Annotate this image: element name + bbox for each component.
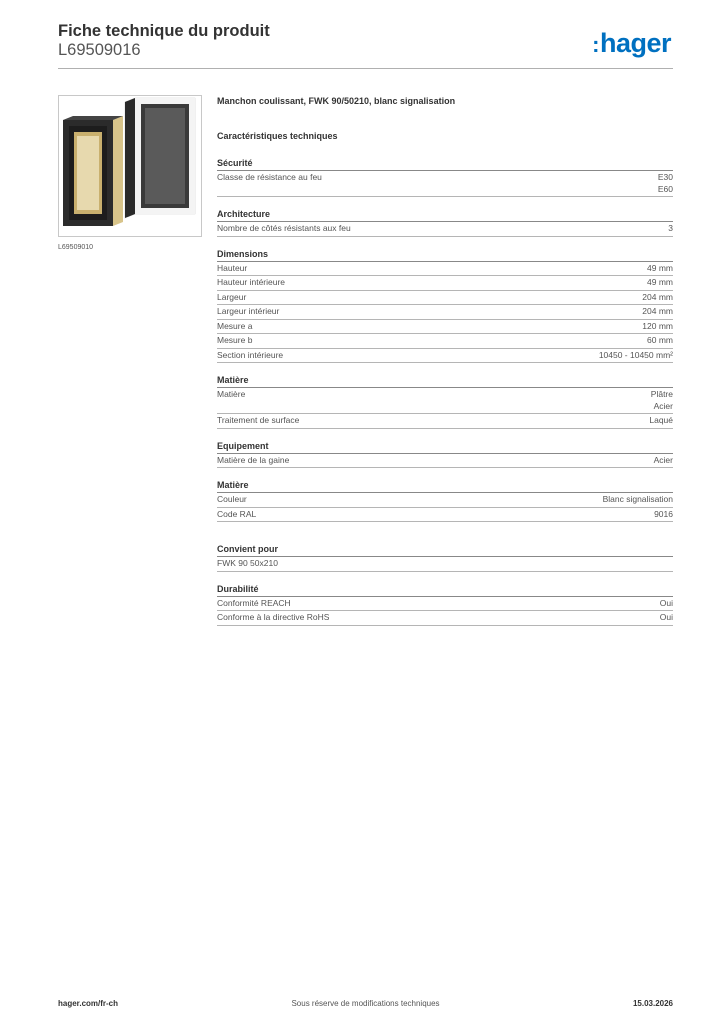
spec-label: Mesure a [217, 320, 253, 331]
footer-website[interactable]: hager.com/fr-ch [58, 999, 119, 1008]
spec-value-line: 204 mm [642, 291, 673, 302]
section-title: Architecture [217, 208, 673, 222]
spec-value [654, 509, 673, 521]
spec-label: Couleur [217, 494, 247, 504]
spec-label: FWK 90 50x210 [217, 558, 278, 568]
footer-note: Sous réserve de modifications techniques [291, 999, 440, 1008]
spec-section [217, 583, 673, 626]
section-title: Convient pour [217, 543, 673, 557]
spec-label: Classe de résistance au feu [217, 172, 322, 182]
product-name: Manchon coulissant, FWK 90/50210, blanc signalisation [217, 96, 456, 106]
spec-value [603, 494, 673, 506]
spec-label: Matière de la gaine [217, 454, 290, 465]
spec-value-line: Oui [659, 612, 673, 622]
spec-label: Conformité REACH [217, 597, 291, 608]
page-header [58, 22, 673, 60]
technical-characteristics-title: Caractéristiques techniques [217, 131, 338, 141]
document-title: Fiche technique du produit [58, 22, 270, 40]
spec-row [217, 305, 673, 320]
spec-value-line: 10450 - 10450 mm² [598, 349, 673, 360]
spec-value-line: E30 [657, 172, 673, 182]
spec-row [217, 557, 673, 572]
spec-row [217, 349, 673, 364]
section-title: Sécurité [217, 157, 673, 171]
spec-row [217, 414, 673, 429]
spec-section [217, 248, 673, 364]
spec-row [217, 262, 673, 277]
section-title: Dimensions [217, 248, 673, 262]
spec-row [217, 320, 673, 335]
spec-label: Hauteur intérieure [217, 277, 286, 287]
spec-value-line: 3 [668, 223, 673, 233]
spec-row [217, 454, 673, 469]
section-title: Equipement [217, 440, 673, 454]
spec-value-line: 60 mm [647, 335, 673, 345]
spec-label: Code RAL [217, 508, 257, 519]
spec-value [660, 598, 673, 610]
spec-row [217, 388, 673, 414]
spec-row [217, 276, 673, 291]
spec-value [647, 277, 673, 289]
spec-value-line: 9016 [654, 508, 673, 519]
hager-logo: :hager [592, 28, 671, 58]
header-divider [58, 68, 673, 69]
brand-name: hager [599, 28, 671, 58]
spec-value [647, 263, 673, 275]
spec-value [599, 350, 673, 362]
spec-value [642, 321, 673, 333]
spec-value [642, 292, 673, 304]
spec-row [217, 508, 673, 523]
spec-value [654, 455, 673, 467]
product-details [217, 96, 673, 637]
spec-value-line: Plâtre [650, 389, 673, 399]
spec-value [658, 172, 673, 195]
spec-label: Section intérieure [217, 349, 284, 360]
spec-value-line: E60 [657, 183, 673, 194]
spec-row [217, 611, 673, 626]
spec-label: Matière [217, 389, 246, 399]
spec-label: Largeur [217, 291, 247, 302]
spec-sections [217, 157, 673, 626]
spec-value-line: Blanc signalisation [602, 494, 673, 504]
spec-row [217, 597, 673, 612]
section-title: Durabilité [217, 583, 673, 597]
spec-row [217, 222, 673, 237]
spec-value-line: Acier [653, 454, 673, 465]
spec-section [217, 440, 673, 469]
spec-section [217, 543, 673, 572]
spec-value-line: Acier [653, 400, 673, 411]
spec-value [651, 389, 673, 412]
spec-label: Nombre de côtés résistants aux feu [217, 223, 351, 233]
spec-row [217, 493, 673, 508]
spec-section [217, 208, 673, 237]
spec-value-line: Laqué [649, 415, 673, 425]
footer-date: 15.03.2026 [632, 999, 673, 1008]
spec-row [217, 171, 673, 197]
spec-value [647, 335, 673, 347]
spec-label: Conforme à la directive RoHS [217, 612, 330, 622]
spec-section [217, 157, 673, 197]
spec-value-line: 204 mm [642, 306, 673, 316]
spec-value-line: Oui [659, 597, 673, 608]
section-title: Matière [217, 374, 673, 388]
spec-section [217, 479, 673, 522]
spec-label: Hauteur [217, 262, 248, 273]
product-image [58, 95, 202, 237]
spec-row [217, 291, 673, 306]
spec-label: Traitement de surface [217, 415, 300, 425]
spec-value [660, 612, 673, 624]
spec-label: Mesure b [217, 335, 253, 345]
spec-value [668, 223, 673, 235]
section-title: Matière [217, 479, 673, 493]
spec-value-line: 49 mm [647, 277, 673, 287]
spec-value [649, 415, 673, 427]
fire-sleeve-illustration [59, 96, 201, 236]
spec-section [217, 374, 673, 429]
spec-value-line: 120 mm [642, 320, 673, 331]
image-caption: L69509010 [58, 244, 94, 251]
spec-label: Largeur intérieur [217, 306, 280, 316]
product-reference: L69509016 [58, 41, 141, 59]
spec-row [217, 334, 673, 349]
spec-value [642, 306, 673, 318]
spec-value-line: 49 mm [647, 262, 673, 273]
